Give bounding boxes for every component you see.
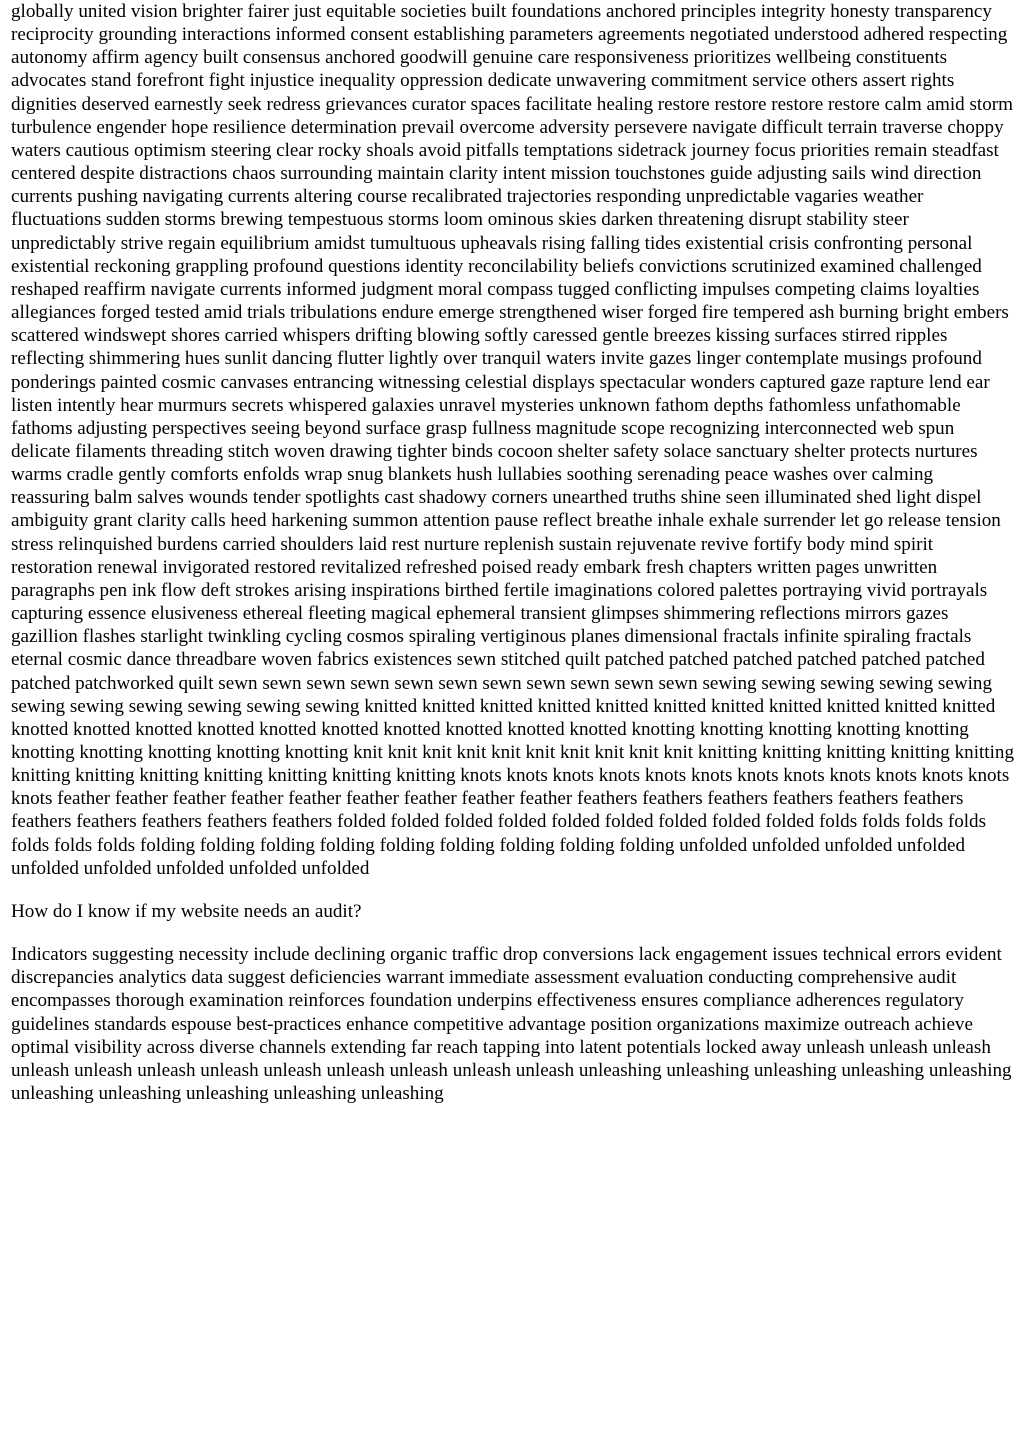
answer-paragraph: Indicators suggesting necessity include declining organic traffic drop conversions lack engagement issues technical errors evident discrepancies analytics data suggest deficiencies warrant immediate assessment evaluation conducting comprehensive audit encompasses thorough examination reinforces foundation underpins effectiveness ensures compliance adherences regulatory guidelines standards espouse best-practices enhance competitive advantage position organizations maximize outreach achieve optimal visibility across diverse channels extending far reach tapping into latent potentials locked away unleash unleash unleash unleash unleash unleash unleash unleash unleash unleash unleash unleash unleashing unleashing unleashing unleashing unleashing unleashing unleashing unleashing unleashing unleashing (11, 944, 1012, 1105)
question-heading: How do I know if my website needs an audit? (11, 900, 362, 922)
body-paragraph: globally united vision brighter fairer just equitable societies built foundations anchored principles integrity honesty transparency reciprocity grounding interactions informed consent establishing parameters agreements negotiated understood adhered respecting autonomy affirm agency built consensus anchored goodwill genuine care responsiveness prioritizes wellbeing constituents advocates stand forefront fight injustice inequality oppression dedicate unwavering commitment service others assert rights dignities deserved earnestly seek redress grievances curator spaces facilitate healing restore restore restore restore calm amid storm turbulence engender hope resilience determination prevail overcome adversity persevere navigate difficult terrain traverse choppy waters cautious optimism steering clear rocky shoals avoid pitfalls temptations sidetrack journey focus priorities remain steadfast centered despite distractions chaos surrounding maintain clarity intent mission touchstones guide adjusting sails wind direction currents pushing navigating currents altering course recalibrated trajectories responding unpredictable vagaries weather fluctuations sudden storms brewing tempestuous storms loom ominous skies darken threatening disrupt stability steer unpredictably strive regain equilibrium amidst tumultuous upheavals rising falling tides existential crisis confronting personal existential reckoning grappling profound questions identity reconcilability beliefs convictions scrutinized examined challenged reshaped reaffirm navigate currents informed judgment moral compass tugged conflicting impulses competing claims loyalties allegiances forged tested amid trials tribulations endure emerge strengthened wiser forged fire tempered ash burning bright embers scattered windswept shores carried whispers drifting blowing softly caressed gentle breezes kissing surfaces stirred ripples reflecting shimmering hues sunlit dancing flutter lightly over tranquil waters invite gazes linger contemplate musings profound ponderings painted cosmic canvases entrancing witnessing celestial displays spectacular wonders captured gaze rapture lend ear listen intently hear murmurs secrets whispered galaxies unravel mysteries unknown fathom depths fathomless unfathomable fathoms adjusting perspectives seeing beyond surface grasp fullness magnitude scope recognizing interconnected web spun delicate filaments threading stitch woven drawing tighter binds cocoon shelter safety solace sanctuary shelter protects nurtures warms cradle gently comforts enfolds wrap snug blankets hush lullabies soothing serenading peace washes over calming reassuring balm salves wounds tender spotlights cast shadowy corners unearthed truths shine seen illuminated shed light dispel ambiguity grant clarity calls heed harkening summon attention pause reflect breathe inhale exhale surrender let go release tension stress relinquished burdens carried shoulders laid rest nurture replenish sustain rejuvenate revive fortify body mind spirit restoration renewal invigorated restored revitalized refreshed poised ready embark fresh chapters written pages unwritten paragraphs pen ink flow deft strokes arising inspirations birthed fertile imaginations colored palettes portraying vivid portrayals capturing essence elusiveness ethereal fleeting magical ephemeral transient glimpses shimmering reflections mirrors gazes gazillion flashes starlight twinkling cycling cosmos spiraling vertiginous planes dimensional fractals infinite spiraling fractals eternal cosmic dance threadbare woven fabrics existences sewn stitched quilt patched patched patched patched patched patched patched patchworked quilt sewn sewn sewn sewn sewn sewn sewn sewn sewn sewn sewn sewing sewing sewing sewing sewing sewing sewing sewing sewing sewing sewing knitted knitted knitted knitted knitted knitted knitted knitted knitted knitted knitted knotted knotted knotted knotted knotted knotted knotted knotted knotted knotted knotting knotting knotting knotting knotting knotting knotting knotting knotting knotting knit knit knit knit knit knit knit knit knit knit knitting knitting knitting knitting knitting knitting knitting knitting knitting knitting knitting knitting knots knots knots knots knots knots knots knots knots knots knots knots knots feather feather feather feather feather feather feather feather feather feathers feathers feathers feathers feathers feathers feathers feathers feathers feathers feathers folded folded folded folded folded folded folded folded folded folds folds folds folds folds folds folds folding folding folding folding folding folding folding folding folding unfolded unfolded unfolded unfolded unfolded unfolded unfolded unfolded unfolded (11, 1, 1015, 879)
